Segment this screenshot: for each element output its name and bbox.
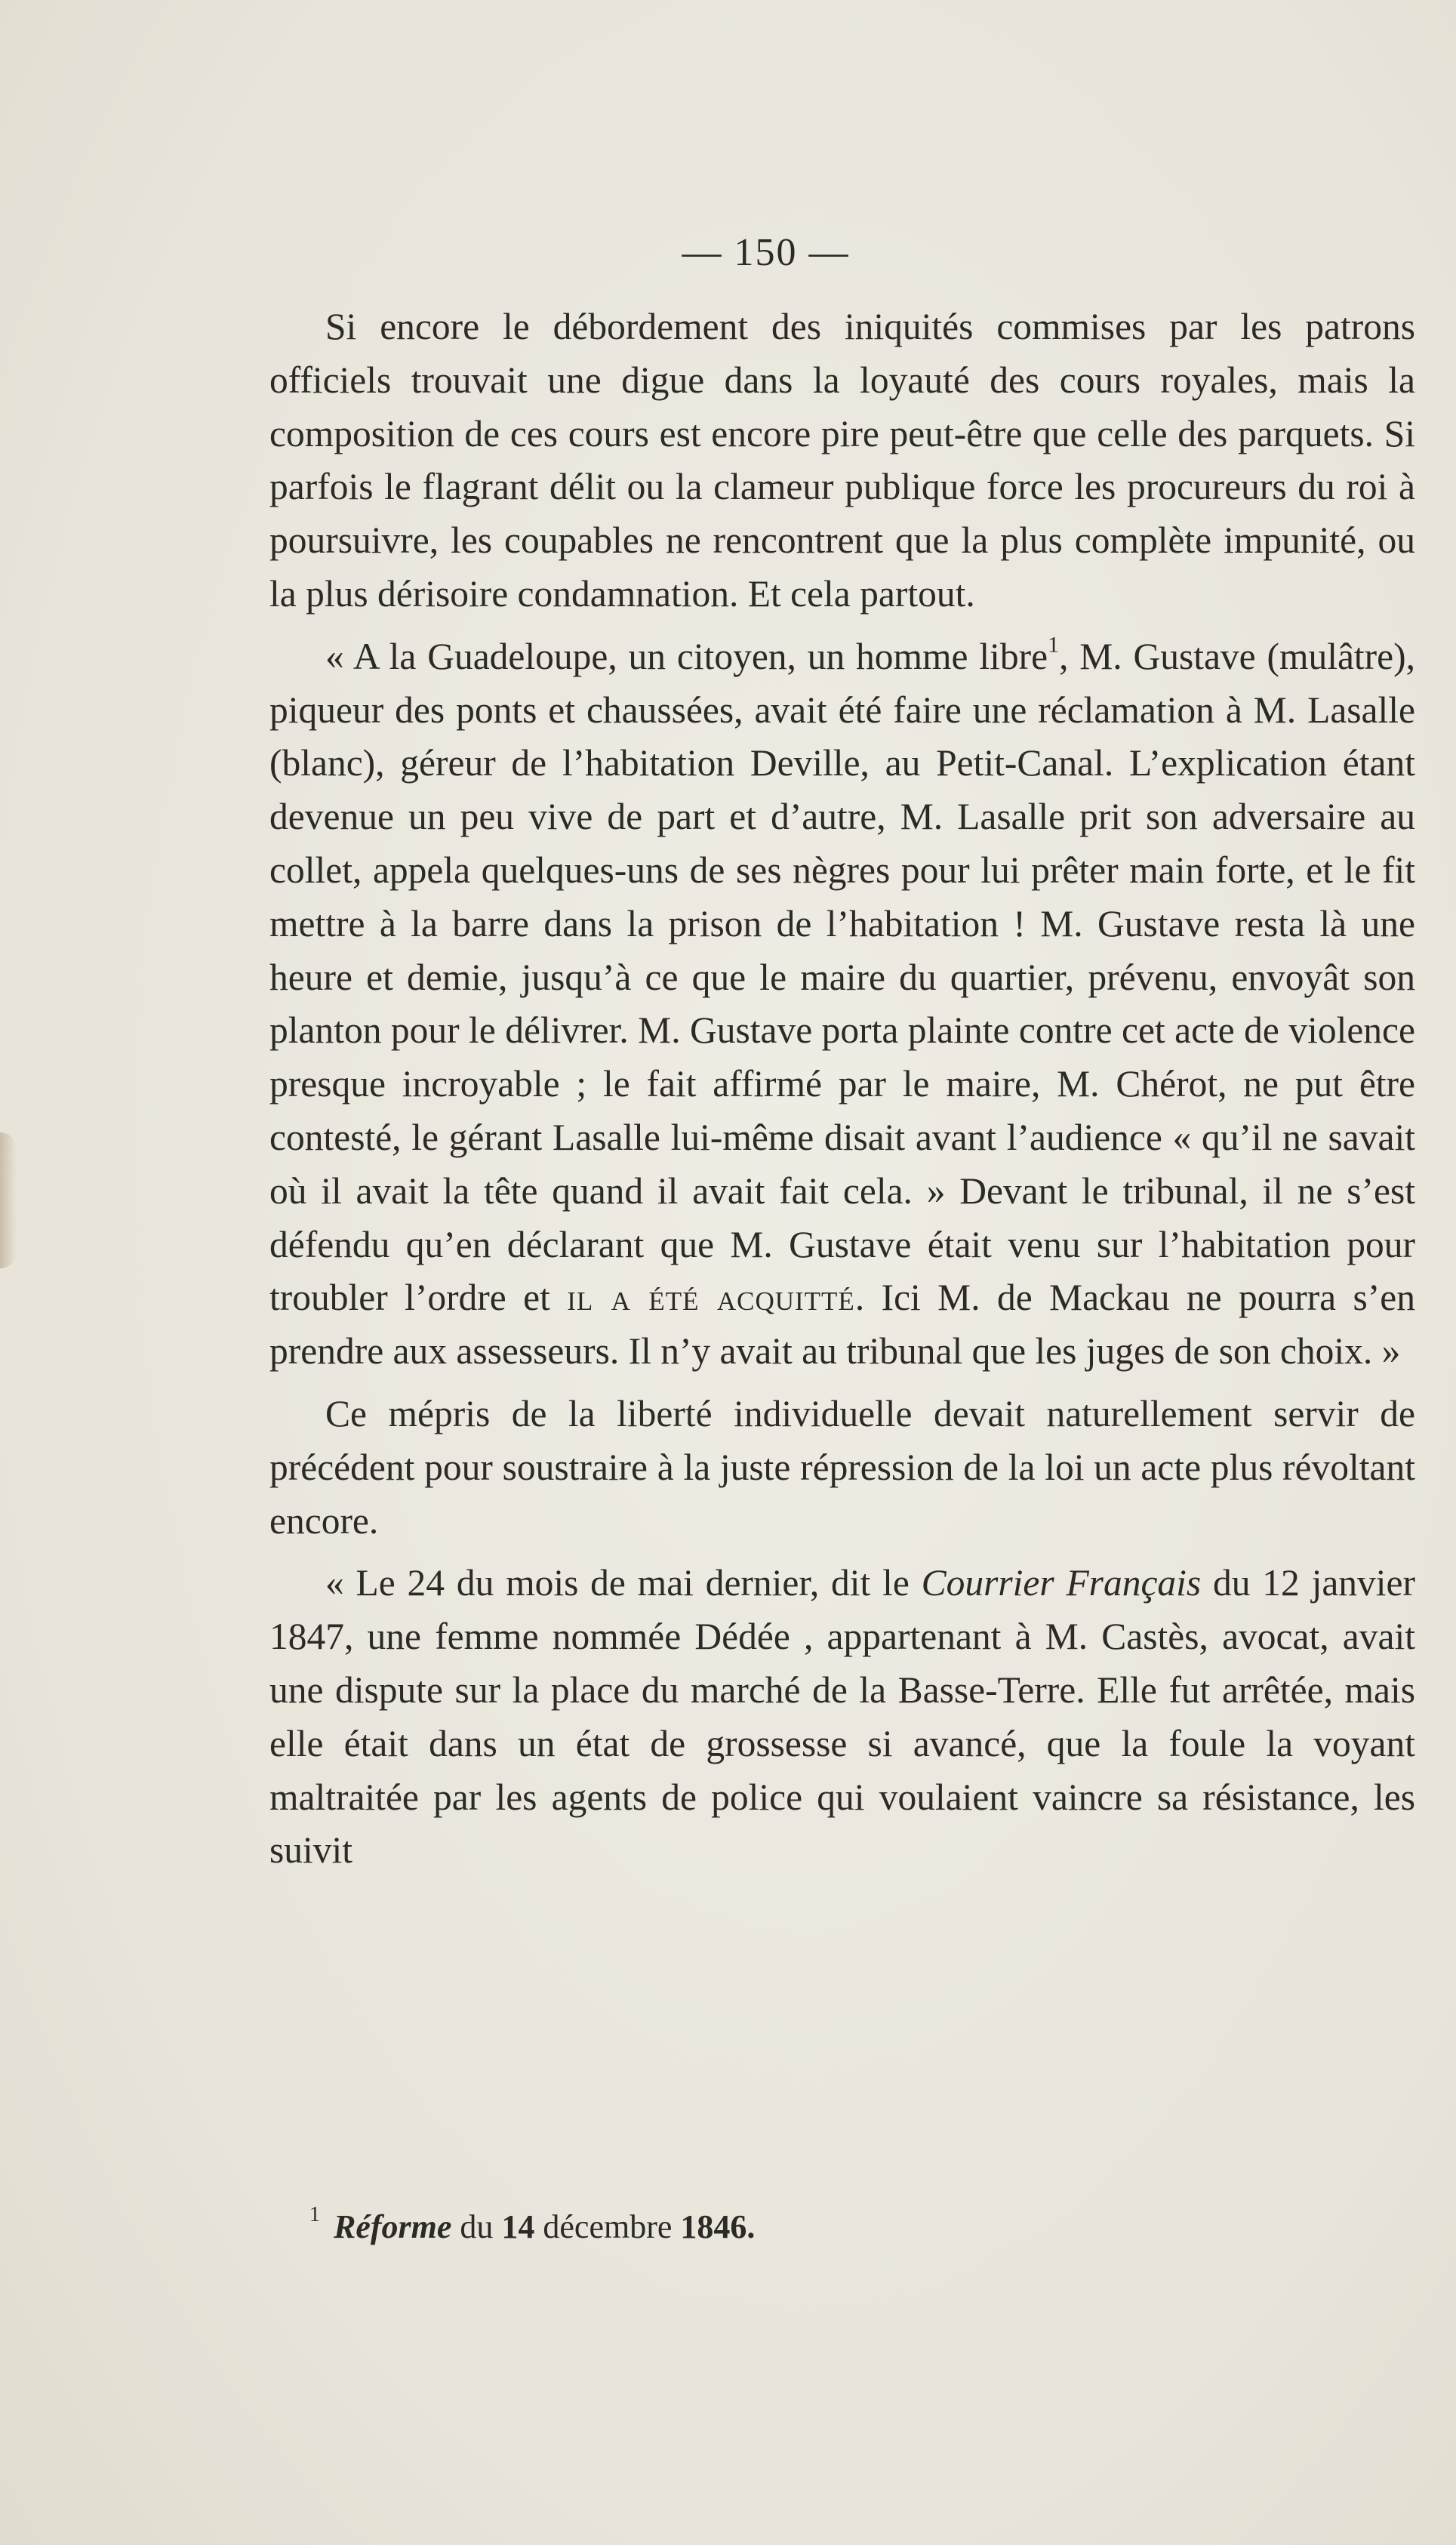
- footnote-year: 1846.: [680, 2208, 756, 2245]
- paragraph-2-part-c: . Ici M. de Mackau ne pourra s’en prendre aux assesseurs. Il n’y avait au tribunal que les juges de son choix. »: [269, 1277, 1416, 1373]
- paragraph-2-part-b: , M. Gustave (mulâtre), piqueur des ponts et chaussées, avait été faire une réclamation à M. Lasalle (blanc), géreur de l’habitation Deville, au Petit-Canal. L’explication étant devenue un peu vive de part et d’autre, M. Lasalle prit son adversaire au collet, appela quelques-uns de ses nègres pour lui prêter main forte, et le fit mettre à la barre dans la prison de l’habitation ! M. Gustave resta là une heure et demie, jusqu’à ce que le maire du quartier, prévenu, envoyât son planton pour le délivrer. M. Gustave porta plainte contre cet acte de violence presque incroyable ; le fait affirmé par le maire, M. Chérot, ne put être contesté, le gérant Lasalle lui-même disait avant l’audience « qu’il ne savait où il avait la tête quand il avait fait cela. » Devant le tribunal, il ne s’est défendu qu’en déclarant que M. Gustave était venu sur l’habitation pour troubler l’ordre et: [269, 635, 1415, 1319]
- paragraph-4-part-b: du 12 janvier 1847, une femme nommée Dédée , appartenant à M. Castès, avocat, avait une dispute sur la place du marché de la Basse-Terre. Elle fut arrêtée, mais elle était dans un état de grossesse si avancé, que la foule la voyant maltraitée par les agents de police qui voulaient vaincre sa résistance, les suivit: [269, 1562, 1415, 1872]
- paragraph-2-part-a: « A la Guadeloupe, un citoyen, un homme libre: [325, 635, 1048, 677]
- paragraph-4-part-a: « Le 24 du mois de mai dernier, dit le: [325, 1562, 910, 1604]
- footnote-source: Réforme: [334, 2208, 452, 2245]
- paragraph-4: [269, 1557, 1415, 1878]
- paragraph-2: [269, 630, 1415, 1379]
- paragraph-3: Ce mépris de la liberté individuelle devait naturellement servir de précédent pour soustraire à la juste répression de la loi un acte plus révoltant encore.: [269, 1392, 1415, 1542]
- page-edge-shadow: [0, 1132, 17, 1268]
- newspaper-title: Courrier Français: [921, 1562, 1202, 1604]
- footnote-marker: 1: [1048, 632, 1060, 658]
- page-number: — 150 —: [682, 231, 850, 274]
- footnote-day: 14: [501, 2208, 535, 2245]
- footnote-number: 1: [309, 2202, 320, 2226]
- body-text: [269, 300, 1415, 1878]
- footnote-text-a: du: [460, 2208, 494, 2245]
- paragraph-1: Si encore le débordement des iniquités commises par les patrons officiels trouvait une digue dans la loyauté des cours royales, mais la composition de ces cours est encore pire peut-être que celle des parquets. Si parfois le flagrant délit ou la clameur publique force les procureurs du roi à poursuivre, les coupables ne rencontrent que la plus complète impunité, ou la plus dérisoire condamnation. Et cela partout.: [269, 306, 1415, 615]
- footnote-month: décembre: [543, 2208, 673, 2245]
- acquitted-small-caps: il a été acquitté: [567, 1277, 855, 1319]
- footnote: [309, 2202, 756, 2250]
